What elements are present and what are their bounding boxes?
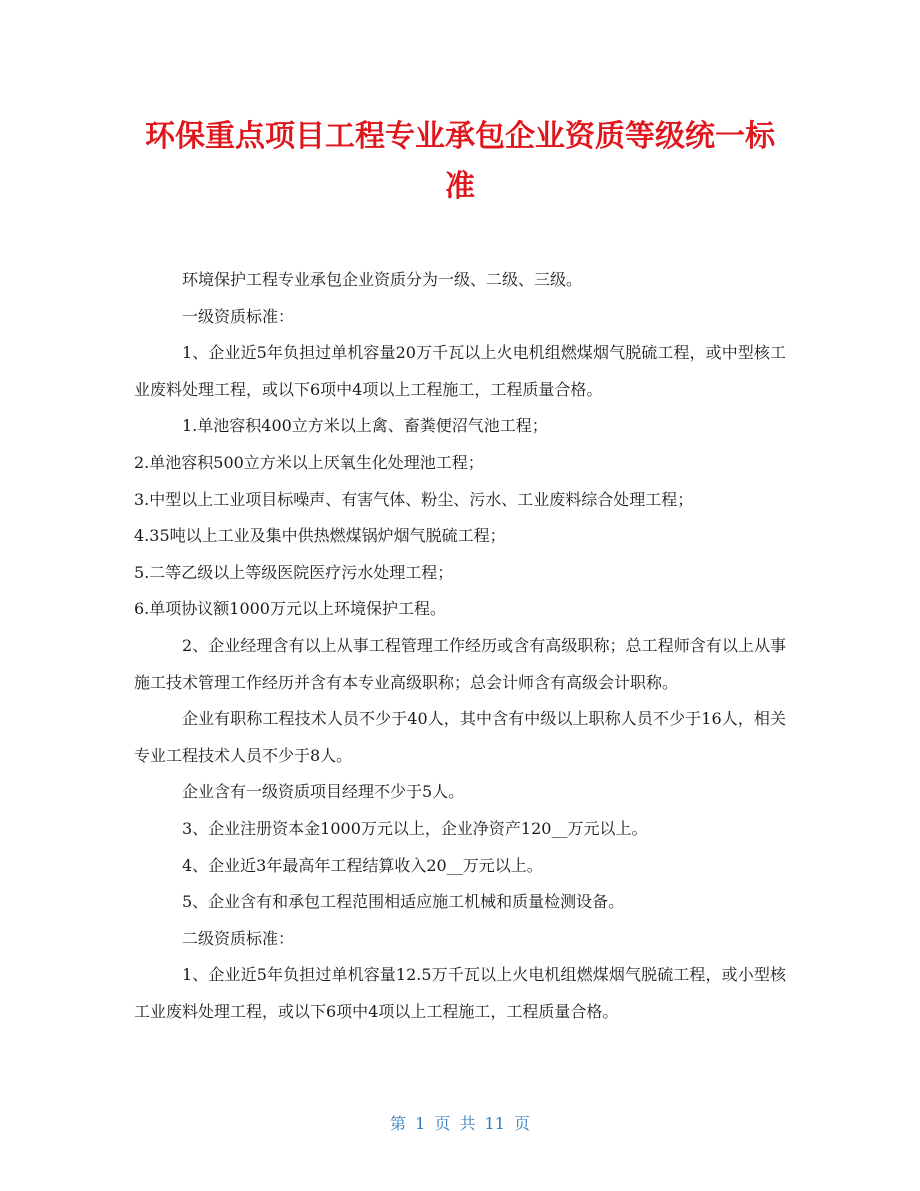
paragraph: 2.单池容积500立方米以上厌氧生化处理池工程； [134, 452, 484, 472]
paragraph: 1.单池容积400立方米以上禽、畜粪便沼气池工程； [182, 416, 548, 436]
paragraph: 5、企业含有和承包工程范围相适应施工机械和质量检测设备。 [182, 892, 625, 912]
paragraph: 企业有职称工程技术人员不少于40人，其中含有中级以上职称人员不少于16人，相关专业工程技术人员不少于8人。 [134, 709, 786, 765]
paragraph: 1、企业近5年负担过单机容量12.5万千瓦以上火电机组燃煤烟气脱硫工程，或小型核工业废料处理工程，或以下6项中4项以上工程施工，工程质量合格。 [134, 965, 786, 1021]
paragraph: 2、企业经理含有以上从事工程管理工作经历或含有高级职称；总工程师含有以上从事施工技术管理工作经历并含有本专业高级职称；总会计师含有高级会计职称。 [134, 635, 786, 692]
document-body [134, 262, 786, 1030]
paragraph: 6.单项协议额1000万元以上环境保护工程。 [134, 599, 446, 619]
paragraph: 企业含有一级资质项目经理不少于5人。 [182, 782, 465, 802]
paragraph: 5.二等乙级以上等级医院医疗污水处理工程； [134, 562, 454, 582]
page-number-footer: 第 1 页 共 11 页 [390, 1114, 530, 1133]
paragraph: 二级资质标准： [182, 928, 295, 948]
paragraph: 4、企业近3年最高年工程结算收入20__万元以上。 [182, 855, 543, 875]
paragraph: 一级资质标准： [182, 306, 295, 326]
paragraph: 3.中型以上工业项目标噪声、有害气体、粉尘、污水、工业废料综合处理工程； [134, 489, 694, 509]
document-title: 环保重点项目工程专业承包企业资质等级统一标准 [145, 119, 775, 204]
paragraph: 环境保护工程专业承包企业资质分为一级、二级、三级。 [182, 270, 583, 289]
paragraph: 4.35吨以上工业及集中供热燃煤锅炉烟气脱硫工程； [134, 526, 506, 546]
paragraph: 1、企业近5年负担过单机容量20万千瓦以上火电机组燃煤烟气脱硫工程，或中型核工业废料处理工程，或以下6项中4项以上工程施工，工程质量合格。 [134, 343, 786, 399]
paragraph: 3、企业注册资本金1000万元以上，企业净资产120__万元以上。 [182, 818, 648, 838]
